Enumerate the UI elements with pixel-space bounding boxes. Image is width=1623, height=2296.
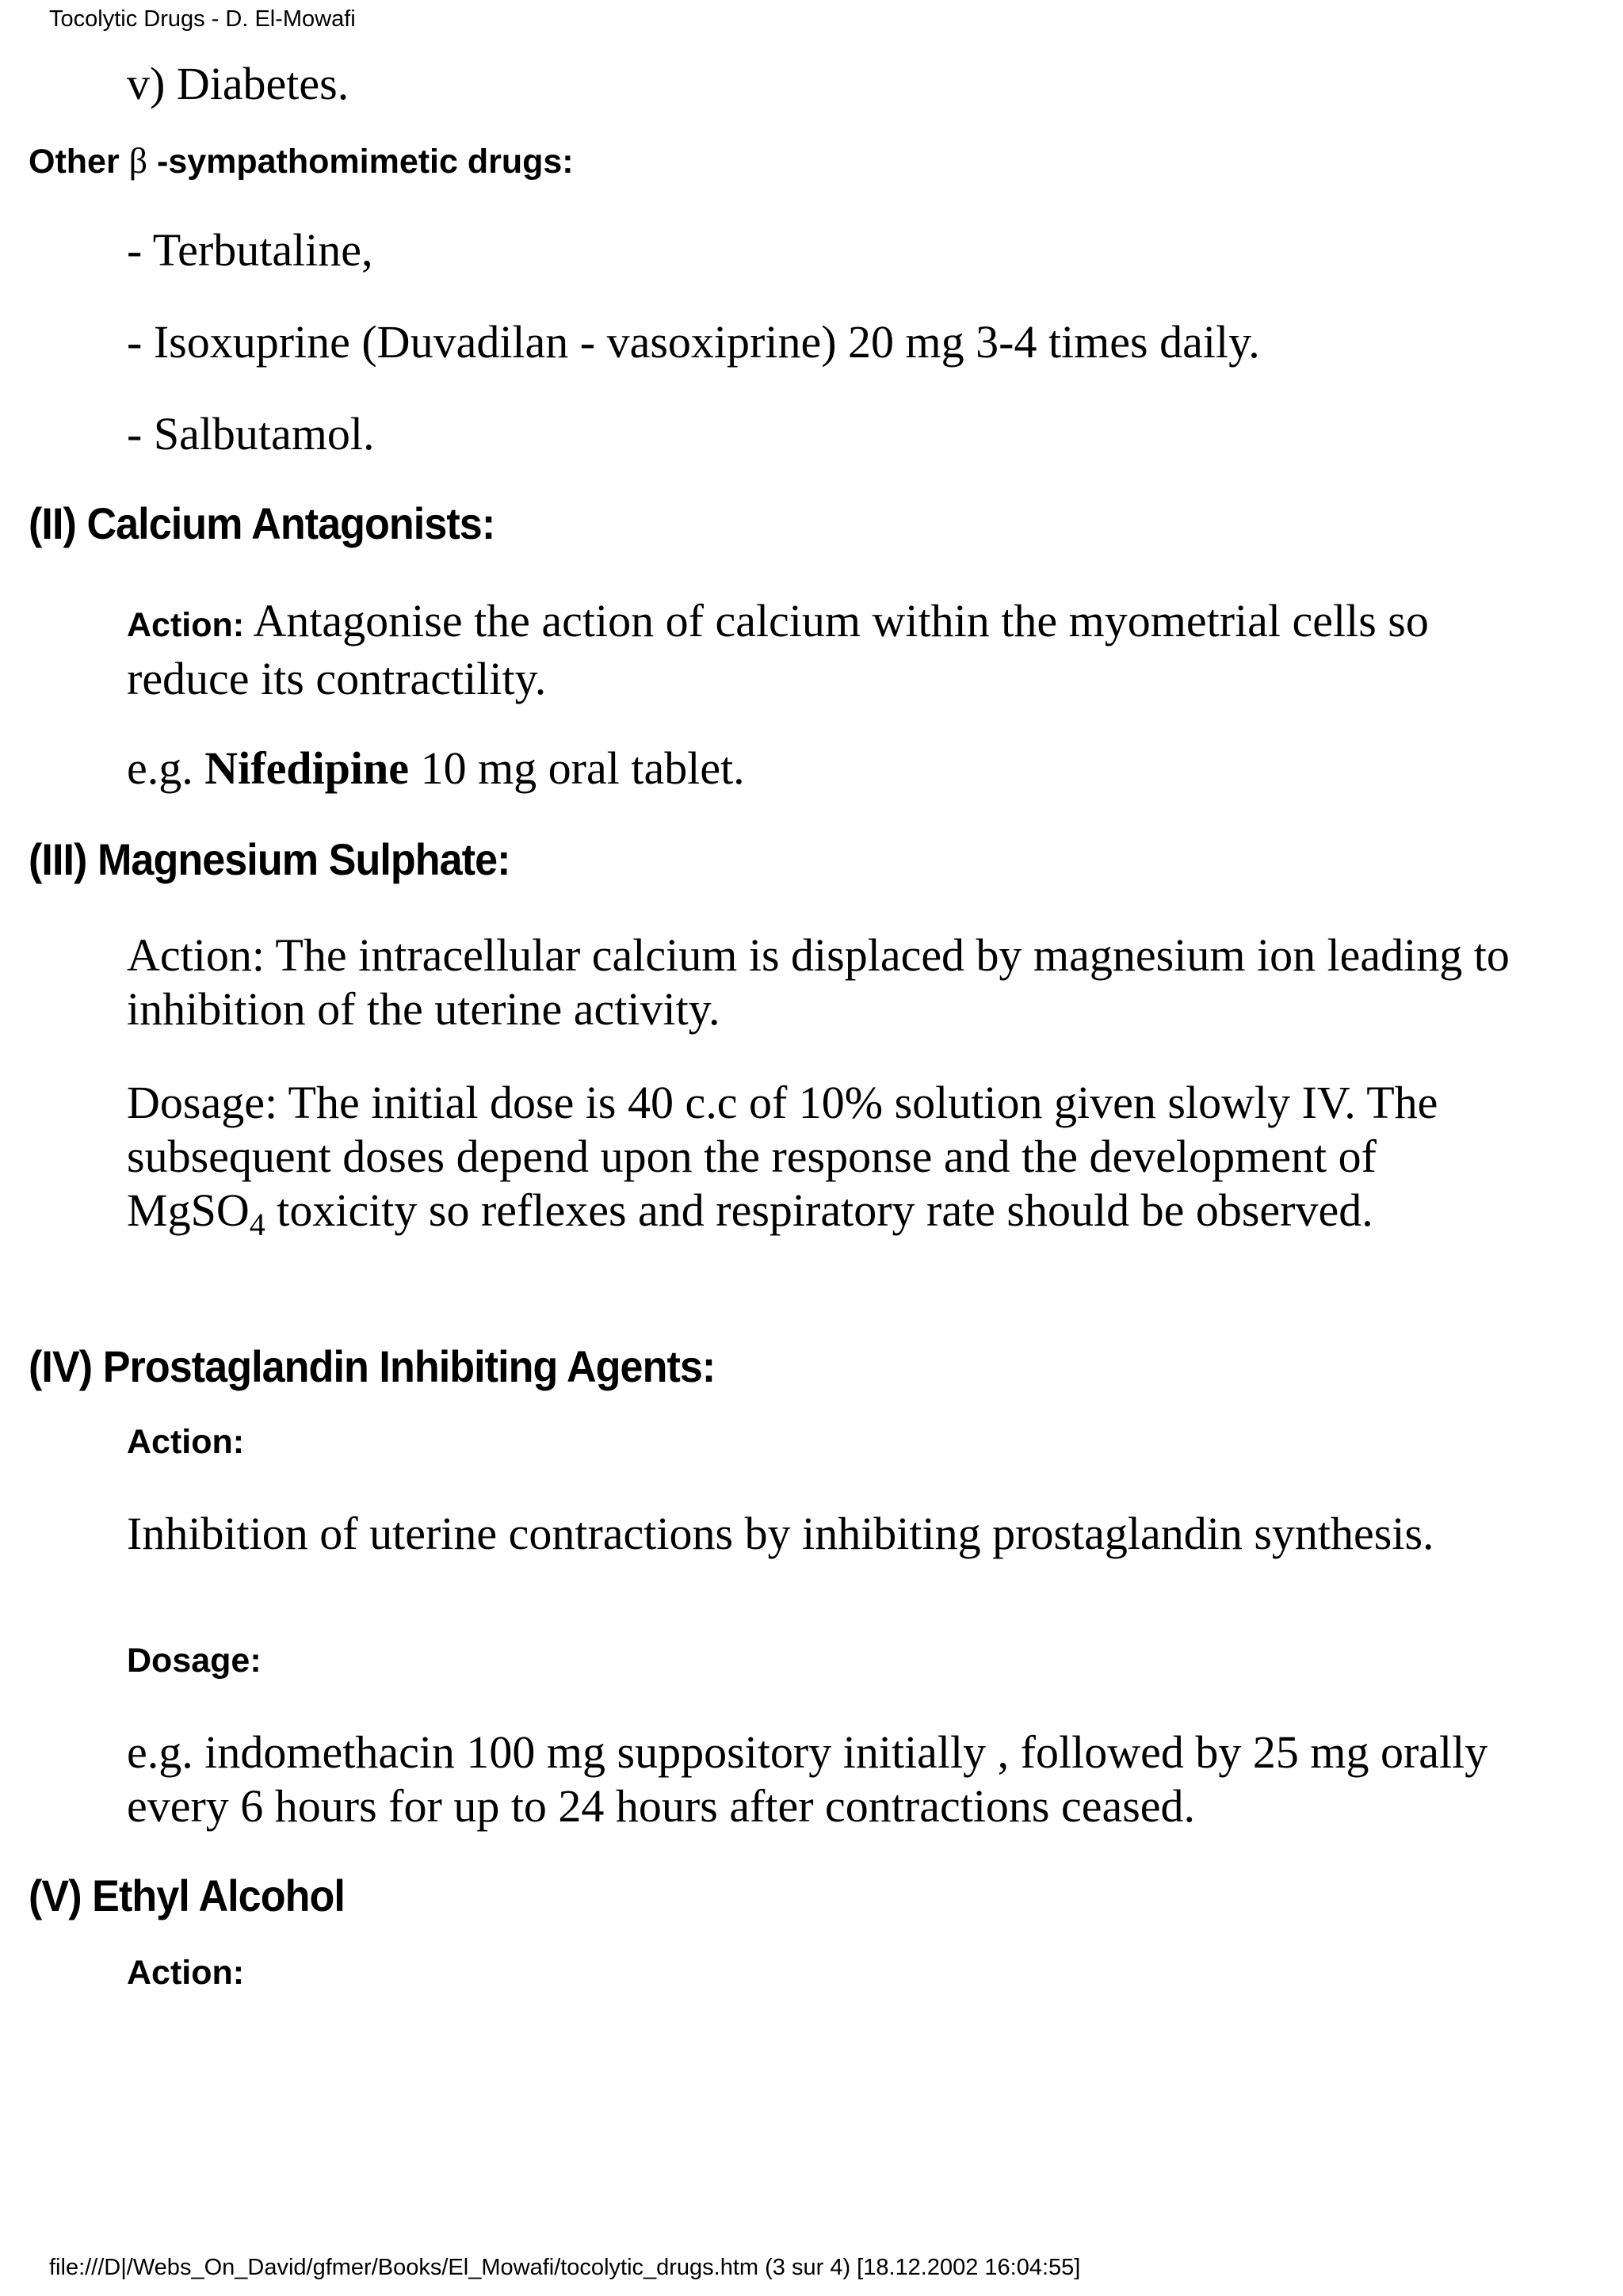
dosage-subscript: 4 (249, 1207, 265, 1242)
example-prefix: e.g. (127, 742, 205, 794)
page-header: Tocolytic Drugs - D. El-Mowafi (49, 6, 356, 32)
diabetes-item: v) Diabetes. (127, 58, 349, 109)
calcium-action-text: Antagonise the action of calcium within the myometrial cells so reduce its contractility. (127, 595, 1429, 704)
drug-item-salbutamol: - Salbutamol. (127, 408, 375, 460)
other-beta-prefix: Other (29, 143, 129, 181)
section-heading-prostaglandin-inhibiting: (IV) Prostaglandin Inhibiting Agents: (29, 1341, 716, 1391)
other-beta-heading (29, 139, 574, 181)
prostaglandin-dosage-label: Dosage: (127, 1642, 262, 1680)
dosage-text-part2: toxicity so reflexes and respiratory rate should be observed. (265, 1184, 1373, 1236)
magnesium-action-paragraph: Action: The intracellular calcium is displaced by magnesium ion leading to inhibition of the uterine activity. (127, 929, 1510, 1035)
ethyl-alcohol-action-label: Action: (127, 1954, 245, 1992)
calcium-example-paragraph (127, 742, 1522, 795)
section-heading-calcium-antagonists: (II) Calcium Antagonists: (29, 498, 495, 548)
page-footer: file:///D|/Webs_On_David/gfmer/Books/El_Mowafi/tocolytic_drugs.htm (3 sur 4) [18.12.2002 16:04:55] (49, 2255, 1081, 2280)
prostaglandin-action-label: Action: (127, 1423, 245, 1461)
example-drug-nifedipine: Nifedipine (204, 742, 410, 794)
calcium-action-paragraph (127, 594, 1522, 706)
other-beta-suffix: -sympathomimetic drugs: (147, 143, 574, 181)
drug-item-isoxuprine: - Isoxuprine (Duvadilan - vasoxiprine) 20 mg 3-4 times daily. (127, 316, 1260, 368)
example-suffix: 10 mg oral tablet. (409, 742, 745, 794)
dosage-text-part1: Dosage: The initial dose is 40 c.c of 10% solution given slowly IV. The subsequent doses depend upon the response and the development of MgSO (127, 1077, 1438, 1236)
prostaglandin-dosage-paragraph: e.g. indomethacin 100 mg suppository initially , followed by 25 mg orally every 6 hours for up to 24 hours after contractions ceased. (127, 1726, 1488, 1832)
beta-symbol: β (128, 140, 148, 181)
action-label: Action: (127, 606, 245, 644)
section-heading-ethyl-alcohol: (V) Ethyl Alcohol (29, 1871, 345, 1920)
section-heading-magnesium-sulphate: (III) Magnesium Sulphate: (29, 834, 510, 884)
prostaglandin-action-paragraph: Inhibition of uterine contractions by inhibiting prostaglandin synthesis. (127, 1508, 1434, 1559)
drug-item-terbutaline: - Terbutaline, (127, 224, 373, 276)
magnesium-dosage-paragraph (127, 1076, 1522, 1242)
